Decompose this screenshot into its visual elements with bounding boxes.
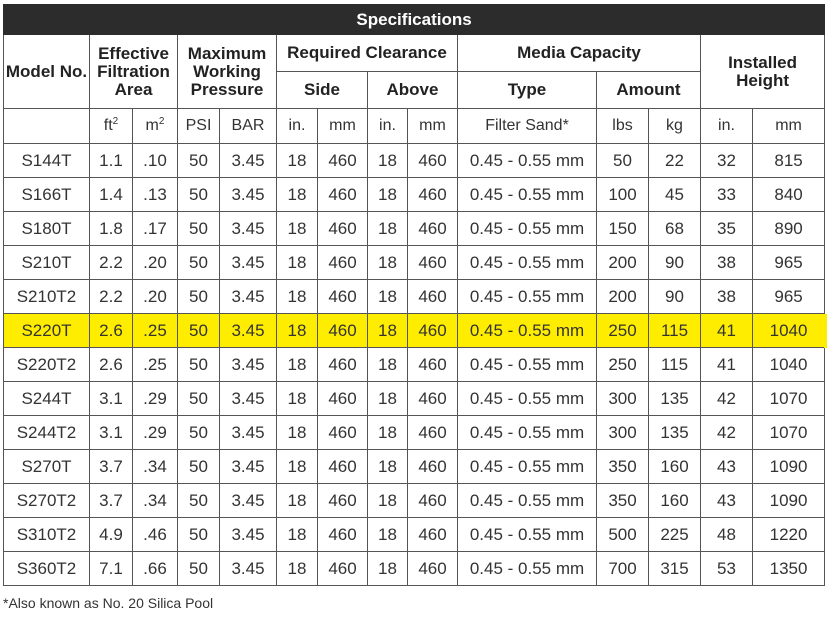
cell-media-type: 0.45 - 0.55 mm [458,484,597,518]
header-filtration-area: Effective Filtration Area [90,35,178,109]
cell-height-mm: 890 [753,212,825,246]
cell-above-mm: 460 [408,246,458,280]
header-media-capacity: Media Capacity [458,35,701,72]
cell-pressure-psi: 50 [178,518,220,552]
cell-area-ft2: 1.8 [90,212,133,246]
cell-amount-kg: 135 [649,416,701,450]
table-row [4,348,825,382]
cell-media-type: 0.45 - 0.55 mm [458,450,597,484]
cell-above-in: 18 [368,450,408,484]
cell-height-mm: 1040 [753,314,825,348]
cell-amount-kg: 160 [649,484,701,518]
cell-area-ft2: 3.7 [90,484,133,518]
cell-area-m2: .20 [133,246,178,280]
title-row [4,5,825,35]
table-row [4,552,825,586]
cell-height-in: 38 [701,280,753,314]
cell-side-mm: 460 [318,178,368,212]
cell-height-mm: 965 [753,246,825,280]
cell-side-in: 18 [277,382,318,416]
cell-side-mm: 460 [318,382,368,416]
cell-side-mm: 460 [318,144,368,178]
cell-pressure-bar: 3.45 [220,552,277,586]
cell-media-type: 0.45 - 0.55 mm [458,280,597,314]
cell-area-ft2: 2.6 [90,348,133,382]
cell-above-in: 18 [368,144,408,178]
header-side: Side [277,72,368,109]
cell-area-ft2: 2.6 [90,314,133,348]
cell-media-type: 0.45 - 0.55 mm [458,178,597,212]
cell-media-type: 0.45 - 0.55 mm [458,246,597,280]
cell-pressure-bar: 3.45 [220,144,277,178]
unit-above-mm: mm [408,109,458,144]
cell-area-ft2: 4.9 [90,518,133,552]
table-row [4,280,825,314]
cell-side-mm: 460 [318,484,368,518]
cell-above-in: 18 [368,518,408,552]
cell-pressure-psi: 50 [178,280,220,314]
cell-amount-lbs: 250 [597,314,649,348]
cell-model: S144T [4,144,90,178]
cell-amount-kg: 90 [649,280,701,314]
cell-amount-lbs: 50 [597,144,649,178]
table-row [4,382,825,416]
cell-side-mm: 460 [318,552,368,586]
unit-lbs: lbs [597,109,649,144]
cell-pressure-bar: 3.45 [220,178,277,212]
cell-model: S210T [4,246,90,280]
unit-side-mm: mm [318,109,368,144]
cell-area-ft2: 3.1 [90,382,133,416]
cell-model: S220T [4,314,90,348]
cell-side-in: 18 [277,280,318,314]
cell-above-mm: 460 [408,280,458,314]
header-type: Type [458,72,597,109]
cell-area-ft2: 3.1 [90,416,133,450]
cell-pressure-bar: 3.45 [220,518,277,552]
unit-media-type: Filter Sand* [458,109,597,144]
cell-media-type: 0.45 - 0.55 mm [458,518,597,552]
cell-height-in: 43 [701,450,753,484]
table-row [4,246,825,280]
table-row [4,178,825,212]
cell-height-in: 38 [701,246,753,280]
cell-height-in: 41 [701,348,753,382]
cell-above-in: 18 [368,552,408,586]
cell-model: S220T2 [4,348,90,382]
cell-pressure-psi: 50 [178,144,220,178]
unit-above-in: in. [368,109,408,144]
cell-model: S310T2 [4,518,90,552]
table-row [4,450,825,484]
cell-side-mm: 460 [318,280,368,314]
header-model-no: Model No. [4,35,90,109]
cell-side-in: 18 [277,484,318,518]
cell-area-ft2: 1.1 [90,144,133,178]
cell-amount-lbs: 200 [597,280,649,314]
cell-above-mm: 460 [408,484,458,518]
table-row [4,212,825,246]
cell-side-mm: 460 [318,450,368,484]
cell-side-in: 18 [277,552,318,586]
cell-pressure-psi: 50 [178,450,220,484]
table-row [4,314,825,348]
cell-height-in: 53 [701,552,753,586]
cell-above-mm: 460 [408,450,458,484]
cell-height-in: 43 [701,484,753,518]
cell-height-mm: 1090 [753,484,825,518]
cell-amount-lbs: 300 [597,382,649,416]
cell-media-type: 0.45 - 0.55 mm [458,212,597,246]
cell-area-m2: .10 [133,144,178,178]
cell-above-mm: 460 [408,348,458,382]
spec-table-wrapper [3,4,824,586]
cell-amount-lbs: 150 [597,212,649,246]
cell-above-mm: 460 [408,178,458,212]
units-row [4,109,825,144]
cell-pressure-bar: 3.45 [220,484,277,518]
cell-amount-lbs: 350 [597,450,649,484]
cell-area-m2: .25 [133,348,178,382]
cell-pressure-psi: 50 [178,382,220,416]
cell-model: S270T [4,450,90,484]
cell-side-in: 18 [277,246,318,280]
unit-height-in: in. [701,109,753,144]
cell-area-ft2: 7.1 [90,552,133,586]
header-required-clearance: Required Clearance [277,35,458,72]
cell-side-in: 18 [277,178,318,212]
cell-pressure-bar: 3.45 [220,246,277,280]
cell-above-mm: 460 [408,314,458,348]
cell-pressure-psi: 50 [178,552,220,586]
cell-above-in: 18 [368,348,408,382]
cell-area-m2: .34 [133,450,178,484]
cell-side-in: 18 [277,348,318,382]
cell-media-type: 0.45 - 0.55 mm [458,552,597,586]
cell-side-mm: 460 [318,348,368,382]
cell-height-mm: 1220 [753,518,825,552]
cell-area-m2: .29 [133,382,178,416]
cell-side-in: 18 [277,212,318,246]
cell-amount-kg: 90 [649,246,701,280]
header-amount: Amount [597,72,701,109]
specifications-table [3,4,825,586]
cell-height-in: 41 [701,314,753,348]
cell-amount-lbs: 200 [597,246,649,280]
cell-side-in: 18 [277,314,318,348]
cell-media-type: 0.45 - 0.55 mm [458,382,597,416]
cell-pressure-psi: 50 [178,212,220,246]
cell-height-in: 42 [701,416,753,450]
cell-pressure-bar: 3.45 [220,450,277,484]
cell-area-m2: .25 [133,314,178,348]
cell-side-in: 18 [277,144,318,178]
cell-pressure-bar: 3.45 [220,212,277,246]
cell-media-type: 0.45 - 0.55 mm [458,314,597,348]
cell-amount-kg: 315 [649,552,701,586]
cell-height-mm: 1070 [753,416,825,450]
cell-area-m2: .66 [133,552,178,586]
table-row [4,144,825,178]
cell-model: S210T2 [4,280,90,314]
unit-side-in: in. [277,109,318,144]
cell-pressure-bar: 3.45 [220,382,277,416]
cell-side-in: 18 [277,450,318,484]
cell-media-type: 0.45 - 0.55 mm [458,416,597,450]
unit-height-mm: mm [753,109,825,144]
cell-height-mm: 1350 [753,552,825,586]
footnote: *Also known as No. 20 Silica Pool [3,595,214,611]
cell-pressure-psi: 50 [178,178,220,212]
cell-side-mm: 460 [318,314,368,348]
cell-media-type: 0.45 - 0.55 mm [458,144,597,178]
cell-area-m2: .13 [133,178,178,212]
cell-side-mm: 460 [318,416,368,450]
cell-amount-kg: 22 [649,144,701,178]
cell-area-m2: .46 [133,518,178,552]
unit-m2: $m^2$ [133,109,178,144]
cell-above-mm: 460 [408,416,458,450]
cell-area-m2: .17 [133,212,178,246]
header-max-pressure: Maximum Working Pressure [178,35,277,109]
cell-height-in: 42 [701,382,753,416]
cell-above-mm: 460 [408,552,458,586]
table-row [4,416,825,450]
header-row-groups [4,35,825,72]
cell-area-ft2: 1.4 [90,178,133,212]
cell-height-mm: 815 [753,144,825,178]
header-installed-height: Installed Height [701,35,825,109]
unit-kg: kg [649,109,701,144]
cell-model: S180T [4,212,90,246]
table-body [4,144,825,586]
cell-height-in: 33 [701,178,753,212]
cell-model: S166T [4,178,90,212]
cell-side-in: 18 [277,416,318,450]
cell-amount-kg: 225 [649,518,701,552]
cell-amount-lbs: 350 [597,484,649,518]
cell-height-mm: 965 [753,280,825,314]
units-model-blank [4,109,90,144]
cell-above-in: 18 [368,416,408,450]
cell-height-in: 32 [701,144,753,178]
cell-height-mm: 840 [753,178,825,212]
cell-amount-lbs: 700 [597,552,649,586]
cell-above-in: 18 [368,212,408,246]
cell-area-ft2: 2.2 [90,246,133,280]
cell-area-ft2: 2.2 [90,280,133,314]
cell-amount-kg: 115 [649,314,701,348]
header-above: Above [368,72,458,109]
cell-pressure-bar: 3.45 [220,280,277,314]
cell-model: S360T2 [4,552,90,586]
cell-pressure-bar: 3.45 [220,314,277,348]
cell-amount-lbs: 100 [597,178,649,212]
unit-ft2: $ft^2$ [90,109,133,144]
cell-above-in: 18 [368,314,408,348]
cell-model: S244T [4,382,90,416]
cell-area-m2: .34 [133,484,178,518]
cell-pressure-psi: 50 [178,484,220,518]
cell-above-mm: 460 [408,212,458,246]
cell-side-in: 18 [277,518,318,552]
cell-amount-kg: 160 [649,450,701,484]
cell-area-m2: .20 [133,280,178,314]
cell-height-in: 35 [701,212,753,246]
cell-side-mm: 460 [318,246,368,280]
cell-height-in: 48 [701,518,753,552]
unit-bar: BAR [220,109,277,144]
cell-area-ft2: 3.7 [90,450,133,484]
cell-pressure-psi: 50 [178,246,220,280]
cell-pressure-psi: 50 [178,348,220,382]
cell-height-mm: 1070 [753,382,825,416]
cell-model: S244T2 [4,416,90,450]
cell-area-m2: .29 [133,416,178,450]
cell-above-in: 18 [368,280,408,314]
cell-amount-lbs: 250 [597,348,649,382]
cell-above-mm: 460 [408,518,458,552]
table-row [4,484,825,518]
cell-pressure-bar: 3.45 [220,348,277,382]
cell-pressure-psi: 50 [178,314,220,348]
cell-above-in: 18 [368,382,408,416]
cell-height-mm: 1040 [753,348,825,382]
table-title: Specifications [4,5,825,35]
cell-model: S270T2 [4,484,90,518]
cell-height-mm: 1090 [753,450,825,484]
cell-amount-lbs: 300 [597,416,649,450]
cell-side-mm: 460 [318,212,368,246]
cell-side-mm: 460 [318,518,368,552]
cell-above-mm: 460 [408,144,458,178]
cell-above-in: 18 [368,178,408,212]
cell-above-mm: 460 [408,382,458,416]
cell-amount-kg: 115 [649,348,701,382]
unit-psi: PSI [178,109,220,144]
cell-amount-kg: 68 [649,212,701,246]
cell-media-type: 0.45 - 0.55 mm [458,348,597,382]
cell-pressure-bar: 3.45 [220,416,277,450]
cell-amount-lbs: 500 [597,518,649,552]
cell-above-in: 18 [368,246,408,280]
cell-amount-kg: 135 [649,382,701,416]
cell-amount-kg: 45 [649,178,701,212]
cell-pressure-psi: 50 [178,416,220,450]
table-row [4,518,825,552]
cell-above-in: 18 [368,484,408,518]
